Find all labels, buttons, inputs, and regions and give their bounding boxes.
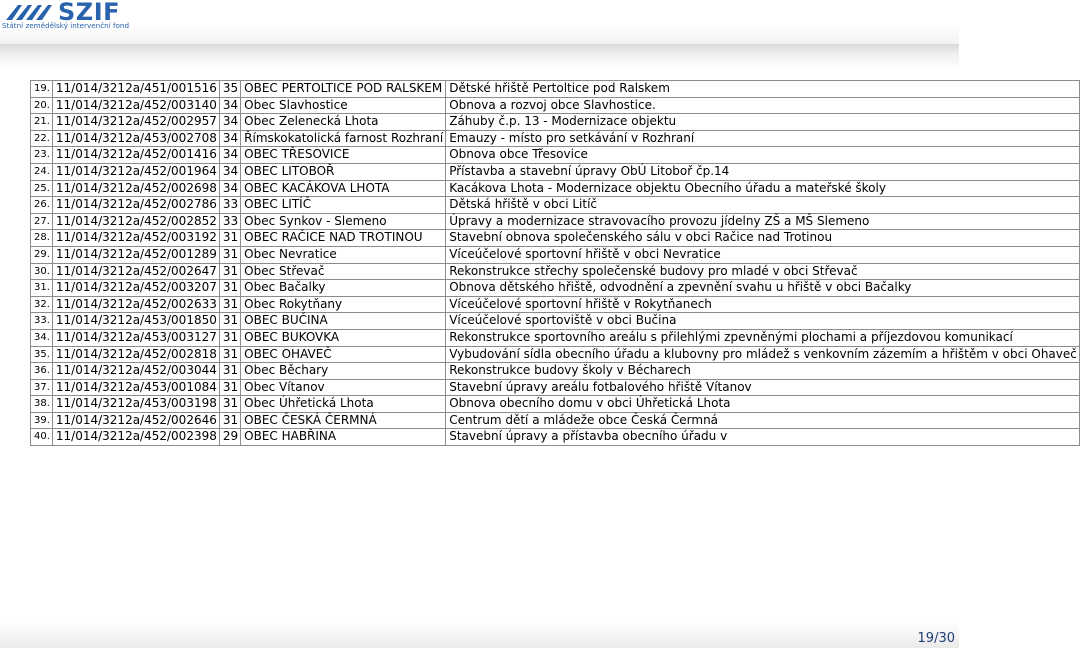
applicant-name-cell: OBEC BUČINA — [241, 313, 446, 330]
registration-id-cell: 11/014/3212a/452/001416 — [52, 147, 219, 164]
applicant-name-cell: OBEC LITOBOŘ — [241, 163, 446, 180]
registration-id-cell: 11/014/3212a/452/003044 — [52, 363, 219, 380]
row-number-cell: 39. — [31, 412, 53, 429]
row-number-cell: 19. — [31, 81, 53, 98]
applicant-name-cell: OBEC KACÁKOVA LHOTA — [241, 180, 446, 197]
score-cell: 34 — [219, 130, 240, 147]
table-row — [31, 263, 1080, 280]
project-name-cell: Stavební obnova společenského sálu v obci Račice nad Trotinou — [446, 230, 1080, 247]
row-number-cell: 25. — [31, 180, 53, 197]
row-number-cell: 40. — [31, 429, 53, 446]
table-row — [31, 396, 1080, 413]
table-row — [31, 197, 1080, 214]
table-row — [31, 97, 1080, 114]
project-name-cell: Rekonstrukce budovy školy v Bécharech — [446, 363, 1080, 380]
row-number-cell: 28. — [31, 230, 53, 247]
row-number-cell: 26. — [31, 197, 53, 214]
project-name-cell: Stavební úpravy areálu fotbalového hřiště Vítanov — [446, 379, 1080, 396]
table-row — [31, 130, 1080, 147]
row-number-cell: 20. — [31, 97, 53, 114]
row-number-cell: 38. — [31, 396, 53, 413]
table-row — [31, 180, 1080, 197]
row-number-cell: 27. — [31, 213, 53, 230]
project-name-cell: Emauzy - místo pro setkávání v Rozhraní — [446, 130, 1080, 147]
row-number-cell: 30. — [31, 263, 53, 280]
registration-id-cell: 11/014/3212a/452/002818 — [52, 346, 219, 363]
row-number-cell: 36. — [31, 363, 53, 380]
project-name-cell: Obnova dětského hřiště, odvodnění a zpevnění svahu u hřiště v obci Bačalky — [446, 280, 1080, 297]
header-divider — [0, 44, 959, 70]
applicant-name-cell: Obec Zelenecká Lhota — [241, 114, 446, 131]
logo-subtitle: Státní zemědělský intervenční fond — [2, 21, 130, 30]
table-row — [31, 213, 1080, 230]
registration-id-cell: 11/014/3212a/453/002708 — [52, 130, 219, 147]
project-name-cell: Záhuby č.p. 13 - Modernizace objektu — [446, 114, 1080, 131]
applicant-name-cell: Římskokatolická farnost Rozhraní — [241, 130, 446, 147]
applicant-name-cell: OBEC HABŘINA — [241, 429, 446, 446]
table-row — [31, 81, 1080, 98]
registration-id-cell: 11/014/3212a/453/003198 — [52, 396, 219, 413]
registration-id-cell: 11/014/3212a/453/001084 — [52, 379, 219, 396]
applicant-name-cell: OBEC RAČICE NAD TROTINOU — [241, 230, 446, 247]
wheat-icon — [4, 2, 56, 22]
row-number-cell: 23. — [31, 147, 53, 164]
table-row — [31, 429, 1080, 446]
project-name-cell: Obnova a rozvoj obce Slavhostice. — [446, 97, 1080, 114]
score-cell: 31 — [219, 296, 240, 313]
row-number-cell: 33. — [31, 313, 53, 330]
applicant-name-cell: Obec Nevratice — [241, 246, 446, 263]
row-number-cell: 21. — [31, 114, 53, 131]
registration-id-cell: 11/014/3212a/452/002646 — [52, 412, 219, 429]
registration-id-cell: 11/014/3212a/452/002957 — [52, 114, 219, 131]
project-name-cell: Přístavba a stavební úpravy ObÚ Litoboř čp.14 — [446, 163, 1080, 180]
table-row — [31, 296, 1080, 313]
project-name-cell: Víceúčelové sportovní hřiště v obci Nevratice — [446, 246, 1080, 263]
row-number-cell: 35. — [31, 346, 53, 363]
table-row — [31, 280, 1080, 297]
registration-id-cell: 11/014/3212a/452/002698 — [52, 180, 219, 197]
project-name-cell: Dětské hřiště Pertoltice pod Ralskem — [446, 81, 1080, 98]
registration-id-cell: 11/014/3212a/452/001964 — [52, 163, 219, 180]
score-cell: 31 — [219, 280, 240, 297]
applicant-name-cell: Obec Slavhostice — [241, 97, 446, 114]
table-row — [31, 363, 1080, 380]
registration-id-cell: 11/014/3212a/452/003192 — [52, 230, 219, 247]
score-cell: 31 — [219, 230, 240, 247]
logo-wordmark: SZIF — [58, 0, 121, 26]
registration-id-cell: 11/014/3212a/452/001289 — [52, 246, 219, 263]
table-row — [31, 313, 1080, 330]
registration-id-cell: 11/014/3212a/452/002633 — [52, 296, 219, 313]
project-name-cell: Úpravy a modernizace stravovacího provozu jídelny ZŠ a MŠ Slemeno — [446, 213, 1080, 230]
row-number-cell: 37. — [31, 379, 53, 396]
score-cell: 31 — [219, 246, 240, 263]
score-cell: 34 — [219, 97, 240, 114]
footer-band — [0, 622, 959, 648]
row-number-cell: 29. — [31, 246, 53, 263]
score-cell: 31 — [219, 346, 240, 363]
registration-id-cell: 11/014/3212a/452/002786 — [52, 197, 219, 214]
project-name-cell: Obnova obecního domu v obci Úhřetická Lhota — [446, 396, 1080, 413]
applicant-name-cell: Obec Bačalky — [241, 280, 446, 297]
table-row — [31, 379, 1080, 396]
row-number-cell: 31. — [31, 280, 53, 297]
registration-id-cell: 11/014/3212a/453/001850 — [52, 313, 219, 330]
registration-id-cell: 11/014/3212a/452/002647 — [52, 263, 219, 280]
page-header — [0, 0, 959, 44]
applicant-name-cell: OBEC PERTOLTICE POD RALSKEM — [241, 81, 446, 98]
row-number-cell: 24. — [31, 163, 53, 180]
applicant-name-cell: OBEC ČESKÁ ČERMNÁ — [241, 412, 446, 429]
score-cell: 29 — [219, 429, 240, 446]
registration-id-cell: 11/014/3212a/452/002852 — [52, 213, 219, 230]
project-name-cell: Dětská hřiště v obci Litíč — [446, 197, 1080, 214]
project-name-cell: Vybudování sídla obecního úřadu a klubovny pro mládež s venkovním zázemím a hřištěm v obci Ohaveč — [446, 346, 1080, 363]
score-cell: 31 — [219, 263, 240, 280]
score-cell: 31 — [219, 396, 240, 413]
table-row — [31, 114, 1080, 131]
applicant-name-cell: Obec Běchary — [241, 363, 446, 380]
row-number-cell: 22. — [31, 130, 53, 147]
registration-id-cell: 11/014/3212a/452/003140 — [52, 97, 219, 114]
registration-id-cell: 11/014/3212a/453/003127 — [52, 329, 219, 346]
score-cell: 31 — [219, 329, 240, 346]
registration-id-cell: 11/014/3212a/452/003207 — [52, 280, 219, 297]
project-name-cell: Víceúčelové sportoviště v obci Bučina — [446, 313, 1080, 330]
applicant-name-cell: Obec Střevač — [241, 263, 446, 280]
applicant-name-cell: Obec Synkov - Slemeno — [241, 213, 446, 230]
project-table — [30, 80, 1080, 446]
score-cell: 31 — [219, 379, 240, 396]
applicant-name-cell: Obec Rokytňany — [241, 296, 446, 313]
project-name-cell: Kacákova Lhota - Modernizace objektu Obecního úřadu a mateřské školy — [446, 180, 1080, 197]
table-row — [31, 329, 1080, 346]
project-name-cell: Stavební úpravy a přístavba obecního úřadu v — [446, 429, 1080, 446]
score-cell: 34 — [219, 114, 240, 131]
table-row — [31, 246, 1080, 263]
applicant-name-cell: OBEC LITÍČ — [241, 197, 446, 214]
table-row — [31, 412, 1080, 429]
project-name-cell: Rekonstrukce sportovního areálu s přilehlými zpevněnými plochami a příjezdovou komunikací — [446, 329, 1080, 346]
score-cell: 33 — [219, 197, 240, 214]
page-number: 19/30 — [917, 631, 955, 646]
registration-id-cell: 11/014/3212a/451/001516 — [52, 81, 219, 98]
score-cell: 31 — [219, 313, 240, 330]
score-cell: 33 — [219, 213, 240, 230]
project-name-cell: Rekonstrukce střechy společenské budovy pro mladé v obci Střevač — [446, 263, 1080, 280]
score-cell: 31 — [219, 363, 240, 380]
score-cell: 34 — [219, 147, 240, 164]
project-name-cell: Obnova obce Třesovice — [446, 147, 1080, 164]
applicant-name-cell: OBEC TŘESOVICE — [241, 147, 446, 164]
row-number-cell: 34. — [31, 329, 53, 346]
szif-logo — [0, 0, 130, 36]
table-row — [31, 230, 1080, 247]
table-row — [31, 346, 1080, 363]
project-name-cell: Centrum dětí a mládeže obce Česká Čermná — [446, 412, 1080, 429]
registration-id-cell: 11/014/3212a/452/002398 — [52, 429, 219, 446]
score-cell: 34 — [219, 163, 240, 180]
applicant-name-cell: OBEC BUKOVKA — [241, 329, 446, 346]
table-row — [31, 163, 1080, 180]
score-cell: 35 — [219, 81, 240, 98]
applicant-name-cell: Obec Vítanov — [241, 379, 446, 396]
row-number-cell: 32. — [31, 296, 53, 313]
project-name-cell: Víceúčelové sportovní hřiště v Rokytňanech — [446, 296, 1080, 313]
score-cell: 31 — [219, 412, 240, 429]
score-cell: 34 — [219, 180, 240, 197]
applicant-name-cell: OBEC OHAVEČ — [241, 346, 446, 363]
applicant-name-cell: Obec Úhřetická Lhota — [241, 396, 446, 413]
table-row — [31, 147, 1080, 164]
